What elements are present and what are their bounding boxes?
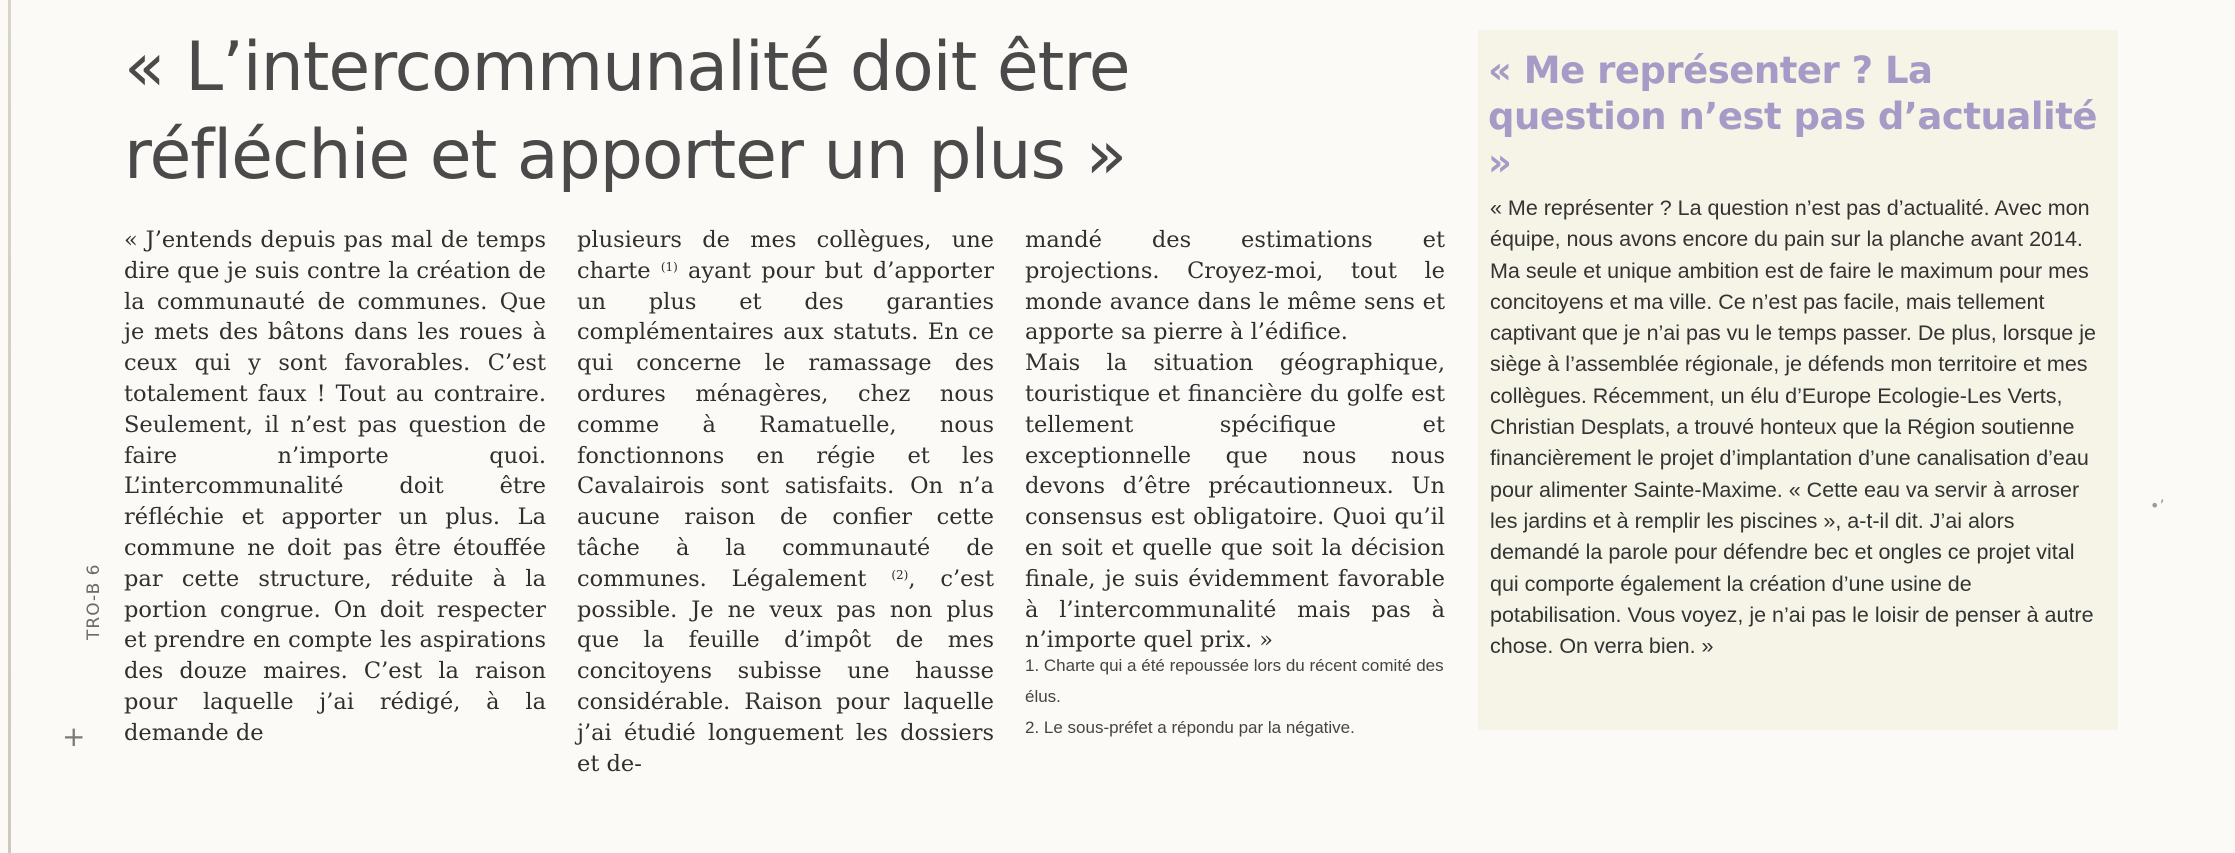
sidebar-title: « Me représenter ? La question n’est pas d’actualité »: [1488, 49, 2097, 184]
article-column-3: [1025, 225, 1445, 656]
footnotes: [1025, 650, 1455, 743]
registration-mark: +: [62, 720, 86, 753]
sidebar-body: « Me représenter ? La question n’est pas d’actualité. Avec mon équipe, nous avons encore du pain sur la planche avant 2014. Ma seule et unique ambition est de faire le maximum pour mes concitoyens et ma ville. Ce n’est pas facile, mais tellement captivant que je n’ai pas vu le temps passer. De plus, lorsque je siège à l’assemblée régionale, je défends mon territoire et mes collègues. Récemment, un élu d’Europe Ecologie-Les Verts, Christian Desplats, a trouvé honteux que la Région soutienne financièrement le projet d’implantation d’une canalisation d’eau pour alimenter Sainte-Maxime. « Cette eau va servir à arroser les jardins et à remplir les piscines », a-t-il dit. J’ai alors demandé la parole pour défendre bec et ongles ce projet vital qui comporte également la création d’une usine de potabilisation. Vous voyez, je n’ai pas le loisir de penser à autre chose. On verra bien. »: [1490, 196, 2096, 659]
article-column-3-paragraph-1: mandé des estimations et projections. Croyez-moi, tout le monde avance dans le même sens et apporte sa pierre à l’édifice.: [1025, 227, 1445, 346]
footnote-ref-1: (1): [660, 259, 678, 274]
article-column-2: [577, 225, 994, 779]
column-2-text-part-1: plusieurs de mes collègues, une charte: [577, 227, 994, 284]
article-column-1-text: « J’entends depuis pas mal de temps dire que je suis contre la création de la communauté de communes. Que je mets des bâtons dans les roues à ceux qui y sont favorables. C’est totalement faux ! Tout au contraire. Seulement, il n’est pas question de faire n’importe quoi. L’intercommunalité doit être réfléchie et apporter un plus. La commune ne doit pas être étouffée par cette structure, réduite à la portion congrue. On doit respecter et prendre en compte les aspirations des douze maires. C’est la raison pour laquelle j’ai rédigé, à la demande de: [124, 227, 546, 746]
page-edge: [8, 0, 11, 853]
page-margin-tag: TRO-B 6: [84, 563, 104, 640]
footnote-ref-2: (2): [891, 567, 909, 582]
print-smudge: •’: [2150, 496, 2165, 515]
article-column-3-paragraph-2: Mais la situation géographique, touristique et financière du golfe est tellement spécifique et exceptionnelle que nous nous devons d’être précautionneux. Un consensus est obligatoire. Quoi qu’il en soit et quelle que soit la décision finale, je suis évidemment favorable à l’intercommunalité mais pas à n’importe quel prix. »: [1025, 350, 1445, 654]
article-headline: « L’intercommunalité doit être réfléchie et apporter un plus »: [124, 28, 1130, 195]
footnote-2: 2. Le sous-préfet a répondu par la négative.: [1025, 718, 1355, 737]
article-column-1: [124, 225, 546, 749]
article-column-2-text: [577, 225, 994, 779]
footnote-1: 1. Charte qui a été repoussée lors du récent comité des élus.: [1025, 656, 1444, 706]
column-2-text-part-2: ayant pour but d’apporter un plus et des garanties complémentaires aux statuts. En ce qui concerne le ramassage des ordures ménagères, chez nous comme à Ramatuelle, nous fonctionnons en régie et les Cavalairois sont satisfaits. On n’a aucune raison de confier cette tâche à la communauté de communes. Légalement: [577, 257, 994, 592]
column-2-text-part-3: , c’est possible. Je ne veux pas non plus que la feuille d’impôt de mes concitoyens subisse une hausse considérable. Raison pour laquelle j’ai étudié longuement les dossiers et de-: [577, 565, 994, 777]
